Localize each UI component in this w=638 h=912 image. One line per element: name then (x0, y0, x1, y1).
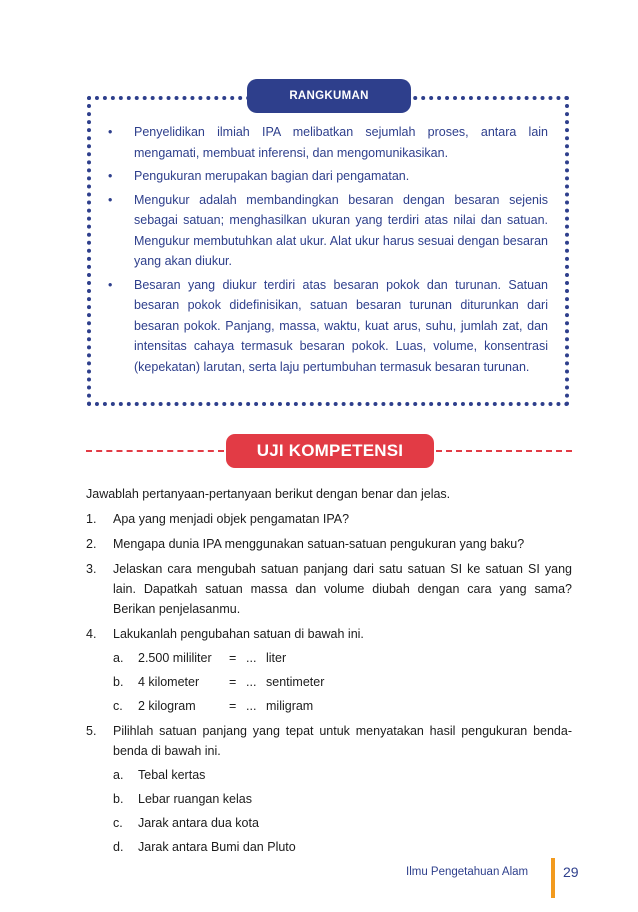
conversion-item: c. 2 kilogram = ... miligram (113, 699, 314, 713)
question-3: 3. Jelaskan cara mengubah satuan panjang dari satu satuan SI ke satuan SI yang lain. Dapatkah satuan massa dan volume diubah dengan cara yang sama? Berikan penjelasanmu. (86, 562, 572, 616)
summary-item: • Penyelidikan ilmiah IPA melibatkan sejumlah proses, antara lain mengamati, membuat inferensi, dan mengomunikasikan. (108, 125, 548, 160)
summary-title: RANGKUMAN (247, 79, 411, 113)
conversion-list (113, 648, 572, 716)
footer-book-title: Ilmu Pengetahuan Alam (406, 866, 529, 878)
conversion-item: a. 2.500 mililiter = ... liter (113, 651, 287, 665)
page-number: 29 (563, 864, 579, 880)
uji-kompetensi-title: UJI KOMPETENSI (226, 434, 434, 468)
summary-item: • Mengukur adalah membandingkan besaran dengan besaran sejenis sebagai satuan; menghasilkan ukuran yang terdiri atas nilai dan satuan. Mengukur membutuhkan alat ukur. Alat ukur harus sesuai dengan besaran yang akan diukur. (108, 192, 548, 268)
object-item: b. Lebar ruangan kelas (113, 792, 252, 806)
object-item: d. Jarak antara Bumi dan Pluto (113, 840, 296, 854)
object-list (113, 765, 572, 857)
divider-left (86, 450, 224, 452)
question-1: 1. Apa yang menjadi objek pengamatan IPA? (86, 512, 350, 526)
divider-right (436, 450, 572, 452)
question-list (86, 484, 572, 862)
question-2: 2. Mengapa dunia IPA menggunakan satuan-satuan pengukuran yang baku? (86, 537, 525, 551)
conversion-item: b. 4 kilometer = ... sentimeter (113, 675, 325, 689)
footer-divider (551, 858, 555, 898)
summary-list (104, 122, 548, 380)
question-4: 4. Lakukanlah pengubahan satuan di bawah ini. a. 2.500 mililiter = ... liter b. 4 kilometer = ... sentimeter c. 2 kilogram = ... miligram (86, 624, 572, 716)
question-5: 5. Pilihlah satuan panjang yang tepat untuk menyatakan hasil pengukuran benda-benda di bawah ini. a. Tebal kertas b. Lebar ruangan kelas c. Jarak antara dua kota d. Jarak antara Bumi dan Pluto (86, 721, 572, 857)
instructions: Jawablah pertanyaan-pertanyaan berikut dengan benar dan jelas. (86, 487, 451, 501)
summary-item: • Pengukuran merupakan bagian dari pengamatan. (108, 169, 410, 183)
object-item: c. Jarak antara dua kota (113, 816, 259, 830)
summary-item: • Besaran yang diukur terdiri atas besaran pokok dan turunan. Satuan besaran pokok didefinisikan, satuan besaran turunan diturunkan dari besaran pokok. Panjang, massa, waktu, kuat arus, suhu, jumlah zat, dan intensitas cahaya termasuk besaran pokok. Luas, volume, konsentrasi (kepekatan) larutan, serta laju pertumbuhan termasuk besaran turunan. (108, 277, 548, 374)
object-item: a. Tebal kertas (113, 768, 206, 782)
